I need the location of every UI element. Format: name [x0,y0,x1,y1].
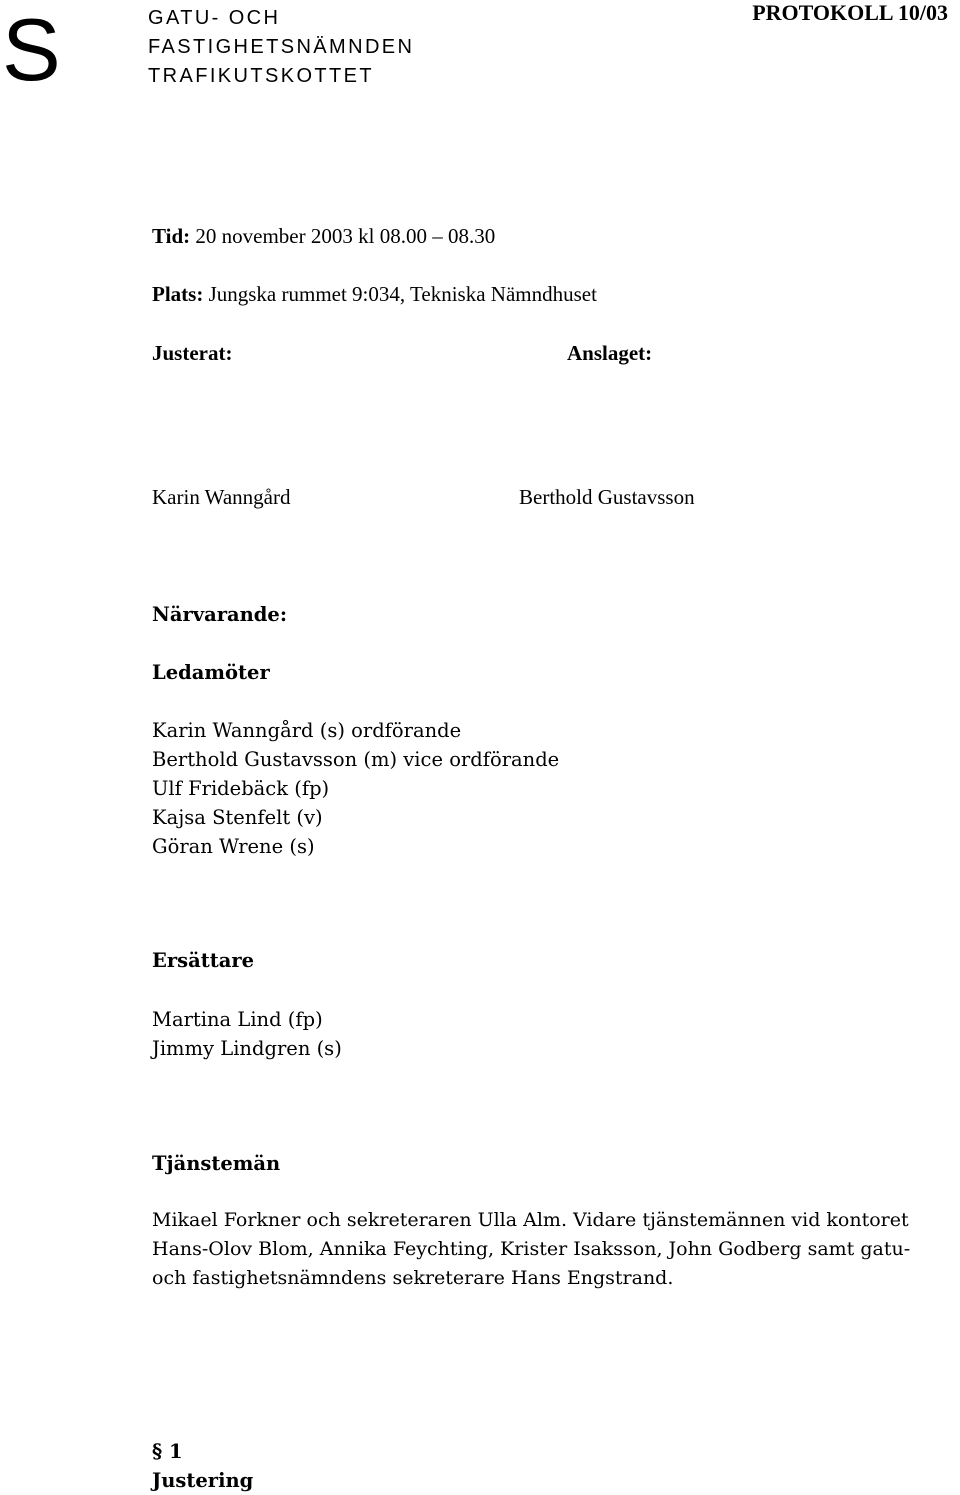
section-title: Justering [152,1469,254,1492]
substitutes-list [152,1005,342,1063]
officials-paragraph [152,1206,910,1293]
posted-label: Anslaget: [567,341,653,365]
organization-name [148,4,414,91]
org-line-1: GATU- OCH [148,7,281,29]
officials-heading: Tjänstemän [152,1152,281,1175]
list-item: Berthold Gustavsson (m) vice ordförande [152,748,560,771]
poster-name: Berthold Gustavsson [519,485,695,509]
list-item: Göran Wrene (s) [152,835,315,858]
adjusted-label: Justerat: [152,341,233,365]
adjuster-name: Karin Wanngård [152,485,291,509]
meeting-place [152,280,597,309]
list-item: Martina Lind (fp) [152,1008,323,1031]
list-item: Jimmy Lindgren (s) [152,1037,342,1060]
members-list [152,716,559,861]
substitutes-heading: Ersättare [152,949,255,972]
org-line-2: FASTIGHETSNÄMNDEN [148,36,415,58]
org-line-3: TRAFIKUTSKOTTET [148,65,374,87]
logo-letter: S [2,0,61,99]
list-item: Karin Wanngård (s) ordförande [152,719,462,742]
list-item: Ulf Fridebäck (fp) [152,777,330,800]
paragraph-line: Hans-Olov Blom, Annika Feychting, Krister Isaksson, John Godberg samt gatu- [152,1238,911,1260]
paragraph-line: och fastighetsnämndens sekreterare Hans Engstrand. [152,1267,674,1289]
place-label: Plats: [152,282,204,306]
list-item: Kajsa Stenfelt (v) [152,806,323,829]
section-number: § 1 [152,1440,183,1463]
time-label: Tid: [152,224,191,248]
section-heading [152,1437,253,1495]
members-heading: Ledamöter [152,661,270,684]
meeting-time [152,222,495,251]
time-value: 20 november 2003 kl 08.00 – 08.30 [195,224,496,248]
attendance-heading: Närvarande: [152,603,288,626]
paragraph-line: Mikael Forkner och sekreteraren Ulla Alm. Vidare tjänstemännen vid kontoret [152,1209,909,1231]
protocol-number: PROTOKOLL 10/03 [752,0,948,25]
place-value: Jungska rummet 9:034, Tekniska Nämndhuset [208,282,597,306]
